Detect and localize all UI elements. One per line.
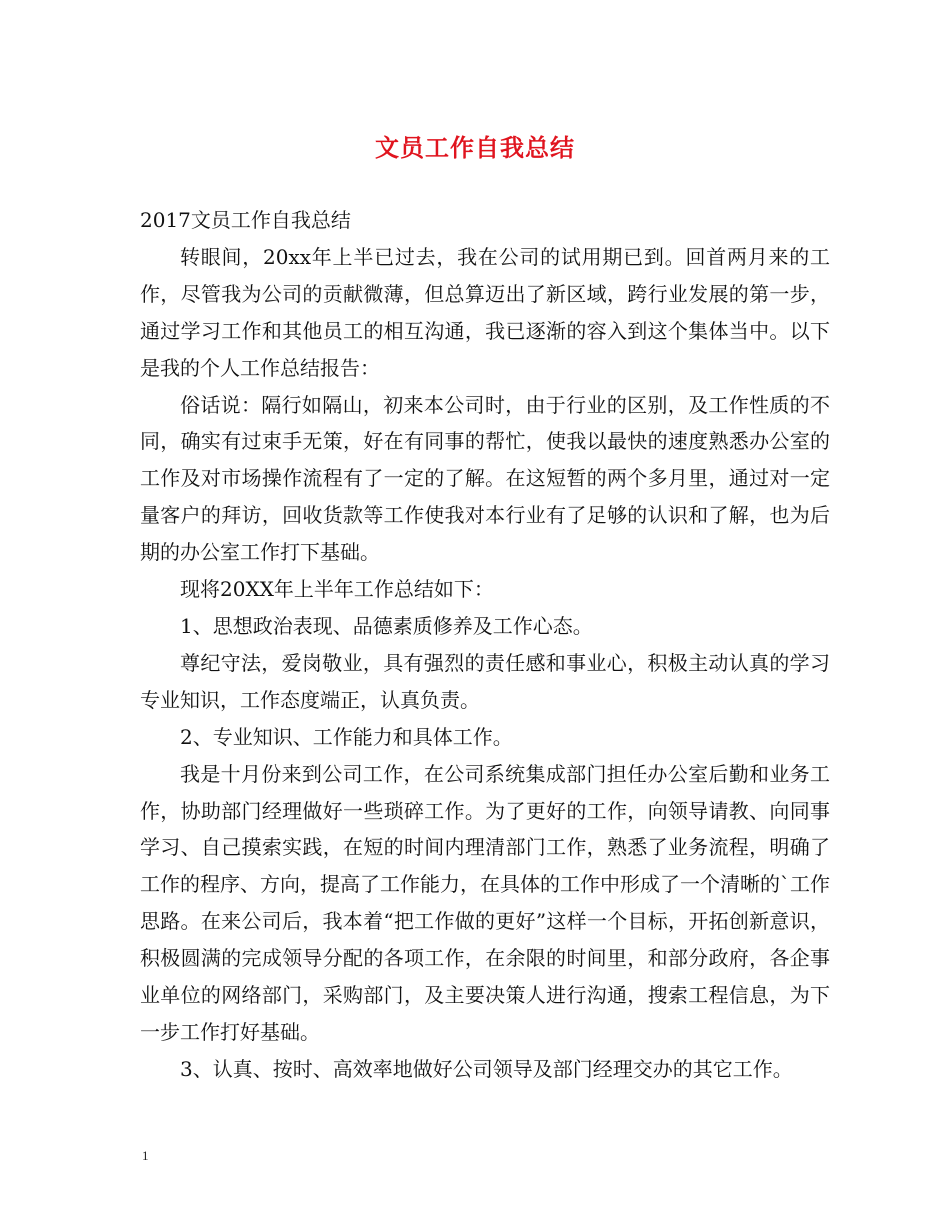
subtitle-line: 2017文员工作自我总结 (140, 208, 351, 232)
document-title: 文员工作自我总结 (375, 133, 575, 162)
paragraph-background: 俗话说：隔行如隔山，初来本公司时，由于行业的区别，及工作性质的不同，确实有过束手无策，好在有同事的帮忙，使我以最快的速度熟悉办公室的工作及对市场操作流程有了一定的了解。在这短暂的两个多月里，通过对一定量客户的拜访，回收货款等工作使我对本行业有了足够的认识和了解，也为后期的办公室工作打下基础。 (140, 392, 830, 565)
page-number: 1 (142, 1148, 149, 1163)
document-body (140, 202, 830, 1088)
section-heading-2: 2、专业知识、工作能力和具体工作。 (180, 724, 513, 749)
section-heading-1: 1、思想政治表现、品德素质修养及工作心态。 (180, 613, 593, 638)
section-heading-3: 3、认真、按时、高效率地做好公司领导及部门经理交办的其它工作。 (180, 1056, 793, 1081)
paragraph-intro: 转眼间，20xx年上半已过去，我在公司的试用期已到。回首两月来的工作，尽管我为公司的贡献微薄，但总算迈出了新区域，跨行业发展的第一步，通过学习工作和其他员工的相互沟通，我已逐渐的容入到这个集体当中。以下是我的个人工作总结报告： (140, 244, 830, 380)
paragraph-section-1: 尊纪守法，爱岗敬业，具有强烈的责任感和事业心，积极主动认真的学习专业知识，工作态度端正，认真负责。 (140, 650, 830, 712)
paragraph-section-2: 我是十月份来到公司工作，在公司系统集成部门担任办公室后勤和业务工作，协助部门经理做好一些琐碎工作。为了更好的工作，向领导请教、向同事学习、自己摸索实践，在短的时间内理清部门工作，熟悉了业务流程，明确了工作的程序、方向，提高了工作能力，在具体的工作中形成了一个清晰的`工作思路。在来公司后，我本着“把工作做的更好”这样一个目标，开拓创新意识，积极圆满的完成领导分配的各项工作，在余限的时间里，和部分政府，各企事业单位的网络部门，采购部门，及主要决策人进行沟通，搜索工程信息，为下一步工作打好基础。 (140, 761, 830, 1044)
paragraph-summary-lead: 现将20XX年上半年工作总结如下： (180, 577, 494, 602)
